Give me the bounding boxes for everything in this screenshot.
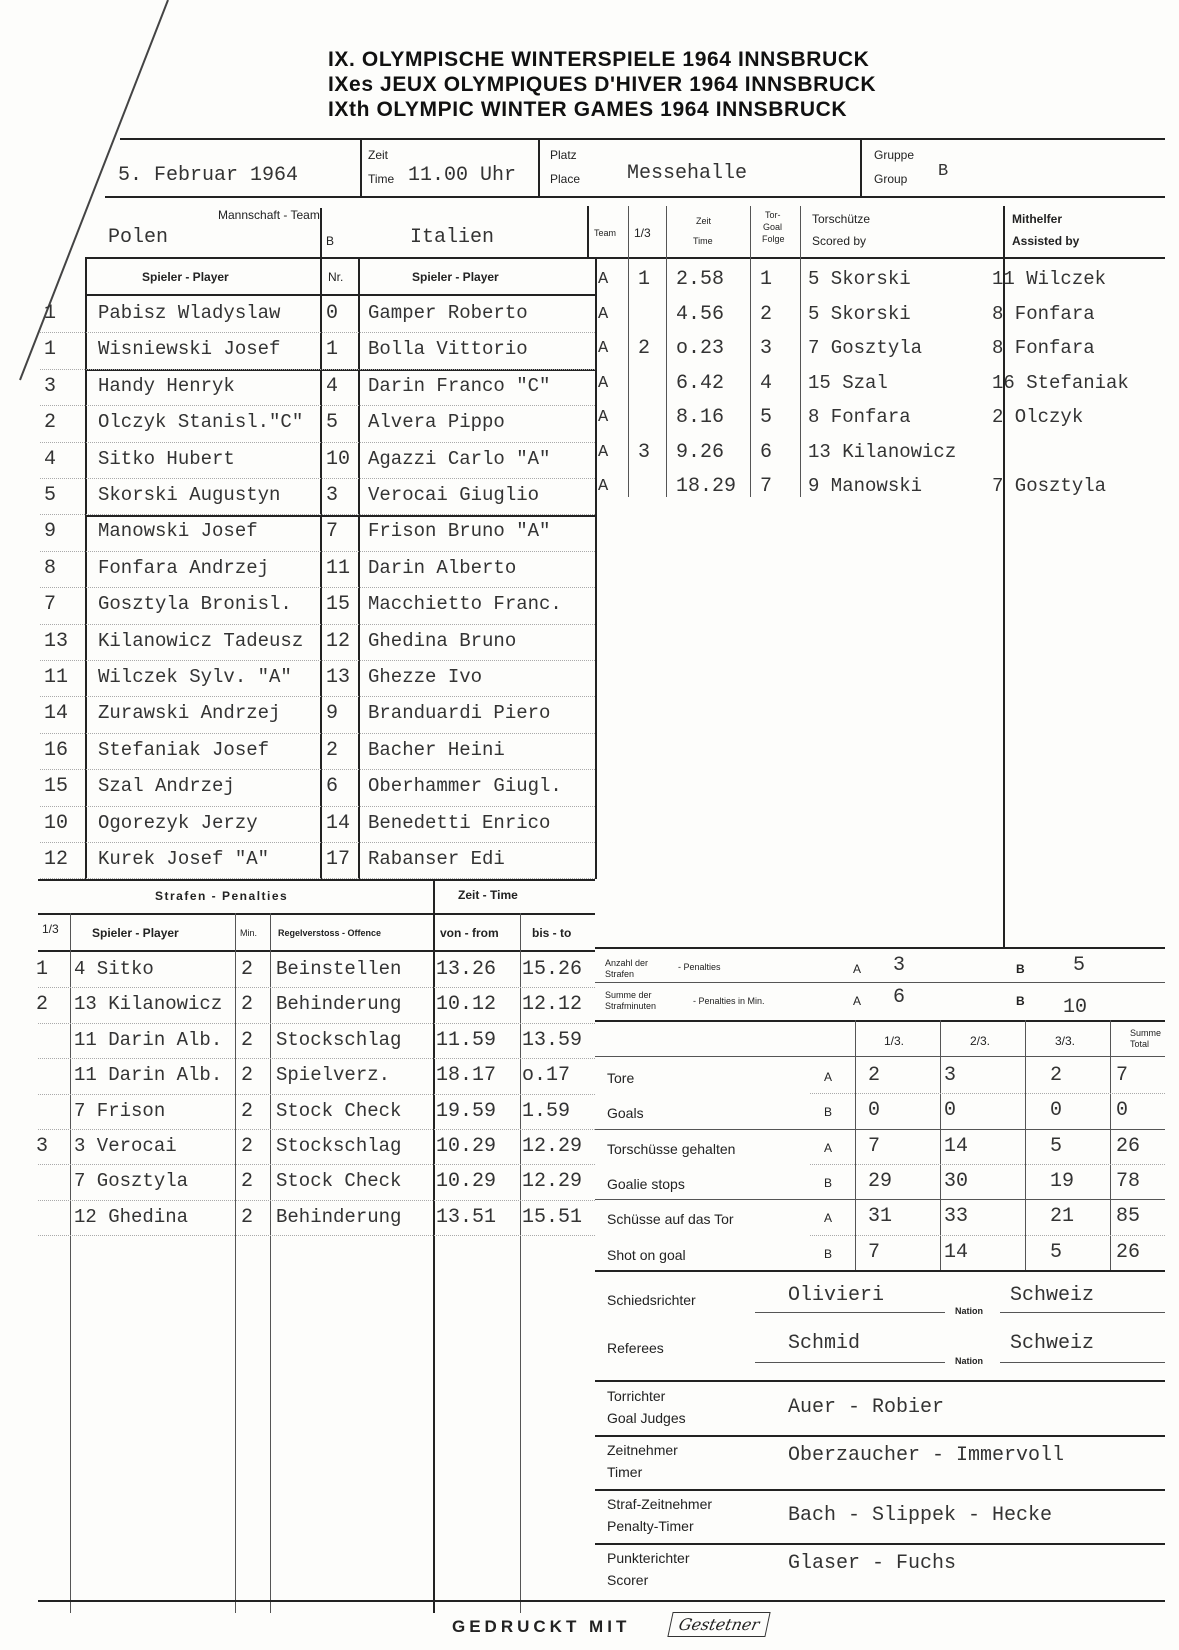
roster-num-a: 1 — [44, 302, 57, 325]
stats-p2-col: 2/3. — [970, 1034, 991, 1048]
zeit-label: Zeit — [368, 148, 389, 162]
roster-row-line — [40, 842, 595, 843]
goal-time: o.23 — [676, 337, 725, 360]
roster-row-line — [40, 769, 595, 770]
footer-logo: Gestetner — [667, 1612, 771, 1637]
goal-time: 6.42 — [676, 371, 725, 395]
roster-row-line — [40, 369, 595, 370]
goal-assist: 11 Wilczek — [992, 268, 1107, 290]
goal-seq: 3 — [760, 337, 773, 360]
goal-judges: Auer - Robier — [788, 1396, 945, 1419]
penalty-from: 13.51 — [436, 1205, 497, 1229]
roster-num-b: 14 — [326, 811, 351, 835]
roster-num-b: 13 — [326, 666, 351, 689]
roster-num-a: 10 — [44, 811, 69, 835]
roster-num-a: 4 — [44, 447, 57, 471]
penalty-to: 12.29 — [522, 1170, 583, 1194]
roster-num-b: 2 — [326, 738, 339, 762]
pen-count-a: 3 — [893, 954, 906, 977]
roster-player-b: Alvera Pippo — [368, 411, 505, 434]
roster-row-line — [40, 442, 595, 443]
roster-num-b: 4 — [326, 374, 339, 398]
goal-assist: 16 Stefaniak — [992, 371, 1129, 394]
roster-num-b: 6 — [326, 775, 339, 799]
penalty-from: 18.17 — [436, 1064, 497, 1088]
referee-1: Olivieri — [788, 1284, 885, 1307]
roster-player-b: Macchietto Franc. — [368, 593, 562, 616]
goal-team: A — [598, 339, 609, 358]
stats-p1: 7 — [868, 1134, 881, 1158]
penalty-min: 2 — [241, 1135, 254, 1158]
stats-p1: 29 — [868, 1169, 893, 1193]
goals-goal-col: Goal — [763, 222, 783, 232]
goal-judges-label-en: Goal Judges — [607, 1410, 686, 1426]
title-en: IXth OLYMPIC WINTER GAMES 1964 INNSBRUCK — [328, 98, 848, 121]
penalty-to: 12.12 — [522, 993, 583, 1017]
scorer-label-de: Punkterichter — [607, 1550, 690, 1566]
stats-total: 7 — [1116, 1064, 1129, 1087]
goals-team-col: Team — [594, 228, 617, 238]
penalty-player: 3 Verocai — [74, 1135, 177, 1157]
penalty-period: 2 — [36, 993, 49, 1017]
timer: Oberzaucher - Immervoll — [788, 1444, 1065, 1467]
referee-1-nation: Schweiz — [1010, 1284, 1095, 1307]
goal-team: A — [598, 373, 609, 393]
match-time: 11.00 Uhr — [408, 164, 517, 187]
roster-player-a: Wilczek Sylv. "A" — [98, 666, 292, 688]
stats-total: 26 — [1116, 1240, 1141, 1264]
roster-player-b-col: Spieler - Player — [412, 270, 499, 284]
title-fr: IXes JEUX OLYMPIQUES D'HIVER 1964 INNSBRUCK — [328, 73, 877, 96]
pen-count-label-en: - Penalties — [678, 962, 721, 972]
stats-group-line — [595, 1129, 1165, 1130]
title-de: IX. OLYMPISCHE WINTERSPIELE 1964 INNSBRUCK — [328, 48, 870, 71]
stats-total: 0 — [1116, 1099, 1129, 1123]
roster-player-a: Ogorezyk Jerzy — [98, 811, 258, 834]
stats-p1-col: 1/3. — [884, 1034, 905, 1048]
goal-scorer: 13 Kilanowicz — [808, 440, 957, 463]
roster-row-line — [40, 514, 595, 515]
pen-sum-b: 10 — [1063, 996, 1088, 1019]
stats-p3: 5 — [1050, 1134, 1063, 1158]
penalty-from: 11.59 — [436, 1028, 497, 1052]
roster-num-b: 7 — [326, 520, 339, 544]
roster-player-b: Darin Alberto — [368, 556, 517, 579]
roster-num-a: 11 — [44, 666, 69, 689]
goal-time: 9.26 — [676, 440, 725, 464]
stats-total: 26 — [1116, 1134, 1141, 1158]
penalty-row-line — [38, 1235, 595, 1236]
roster-player-a: Olczyk Stanisl."C" — [98, 411, 304, 434]
roster-player-b: Bacher Heini — [368, 738, 505, 761]
roster-row-line — [40, 624, 595, 625]
nation-label-1: Nation — [955, 1306, 983, 1316]
gruppe-label: Gruppe — [874, 148, 915, 162]
penalty-period: 1 — [36, 958, 49, 981]
stats-p2: 3 — [944, 1064, 957, 1087]
goal-seq: 1 — [760, 268, 773, 291]
roster-num-a: 16 — [44, 738, 69, 762]
roster-player-a: Manowski Josef — [98, 520, 258, 543]
scorer-de-col: Torschütze — [812, 212, 871, 226]
penalty-offence: Behinderung — [276, 993, 402, 1016]
roster-num-a: 13 — [44, 629, 69, 653]
roster-num-a: 12 — [44, 848, 69, 871]
team-b-marker: B — [326, 234, 335, 248]
penalty-from: 10.29 — [436, 1170, 497, 1194]
scorer: Glaser - Fuchs — [788, 1552, 957, 1575]
roster-player-b: Branduardi Piero — [368, 702, 551, 725]
stats-p3: 5 — [1050, 1240, 1063, 1264]
stats-team: A — [824, 1211, 833, 1226]
goal-team: A — [598, 304, 609, 324]
roster-player-b: Benedetti Enrico — [368, 811, 551, 834]
stats-p2: 30 — [944, 1169, 969, 1193]
penalty-timer: Bach - Slippek - Hecke — [788, 1504, 1053, 1527]
pen-count-a-label: A — [853, 962, 862, 976]
goal-assist: 8 Fonfara — [992, 337, 1095, 359]
stats-label: Goalie stops — [607, 1175, 685, 1192]
roster-num-a: 1 — [44, 338, 57, 362]
goal-seq: 6 — [760, 440, 773, 464]
roster-row-line — [40, 806, 595, 807]
roster-num-a: 9 — [44, 520, 57, 544]
penalty-offence: Behinderung — [276, 1205, 402, 1228]
goal-team: A — [598, 477, 609, 496]
stats-label: Schüsse auf das Tor — [607, 1211, 734, 1228]
roster-num-a: 5 — [44, 484, 57, 507]
roster-player-b: Oberhammer Giugl. — [368, 775, 562, 798]
referee-2: Schmid — [788, 1332, 861, 1355]
assist-de-col: Mithelfer — [1012, 212, 1063, 226]
roster-row-line — [40, 551, 595, 552]
stats-total: 78 — [1116, 1169, 1141, 1193]
roster-player-a: Kilanowicz Tadeusz — [98, 629, 304, 652]
stats-p3-col: 3/3. — [1055, 1034, 1076, 1048]
stats-label: Torschüsse gehalten — [607, 1140, 736, 1157]
pen-sum-a: 6 — [893, 986, 906, 1009]
roster-player-b: Verocai Giuglio — [368, 484, 540, 506]
penalty-min: 2 — [241, 993, 254, 1017]
referee-2-nation: Schweiz — [1010, 1332, 1095, 1355]
stats-team: B — [824, 1105, 833, 1120]
roster-player-a: Fonfara Andrzej — [98, 556, 270, 579]
roster-player-b: Darin Franco "C" — [368, 374, 551, 397]
goals-tor-col: Tor- — [765, 210, 781, 220]
pen-min-col: Min. — [240, 928, 258, 938]
penalty-to: 1.59 — [522, 1099, 571, 1123]
penalty-timer-label-de: Straf-Zeitnehmer — [607, 1496, 713, 1512]
stats-label: Tore — [607, 1070, 635, 1086]
pen-period-col: 1/3 — [42, 922, 59, 936]
penalty-min: 2 — [241, 1099, 254, 1123]
roster-player-a-col: Spieler - Player — [142, 270, 229, 284]
goal-team: A — [598, 408, 609, 427]
roster-num-b: 12 — [326, 629, 351, 653]
goals-folge-col: Folge — [762, 234, 785, 244]
stats-p3: 21 — [1050, 1205, 1075, 1229]
referee-label-en: Referees — [607, 1340, 664, 1356]
pen-player-col: Spieler - Player — [92, 926, 179, 940]
group-label: Group — [874, 172, 908, 186]
stats-row-line — [810, 1235, 1165, 1236]
roster-num-a: 14 — [44, 702, 69, 726]
stats-row-line — [810, 1093, 1165, 1094]
timer-label-de: Zeitnehmer — [607, 1442, 678, 1458]
goals-period-col: 1/3 — [634, 226, 651, 240]
roster-player-a: Handy Henryk — [98, 374, 235, 397]
scorer-en-col: Scored by — [812, 234, 867, 248]
roster-player-a: Szal Andrzej — [98, 775, 235, 798]
goal-period: 1 — [638, 268, 651, 291]
stats-label: Shot on goal — [607, 1246, 686, 1263]
stats-p3: 19 — [1050, 1169, 1075, 1193]
referee-label-de: Schiedsrichter — [607, 1292, 696, 1308]
platz-label: Platz — [550, 148, 577, 162]
stats-group-line — [595, 1199, 1165, 1200]
roster-player-b: Frison Bruno "A" — [368, 520, 551, 543]
time-label: Time — [368, 172, 395, 186]
penalty-player: 7 Gosztyla — [74, 1170, 189, 1193]
assist-en-col: Assisted by — [1012, 234, 1080, 248]
stats-total: 85 — [1116, 1205, 1141, 1229]
roster-row-line — [40, 733, 595, 734]
stats-total-col: Summe Total — [1130, 1028, 1162, 1049]
penalty-offence: Spielverz. — [276, 1064, 391, 1087]
goals-time-col: Time — [693, 236, 713, 246]
goals-zeit-col: Zeit — [696, 216, 712, 226]
roster-player-a: Wisniewski Josef — [98, 338, 281, 361]
pen-sum-a-label: A — [853, 994, 862, 1008]
roster-num-a: 8 — [44, 556, 57, 580]
goal-scorer: 7 Gosztyla — [808, 337, 923, 359]
stats-p1: 31 — [868, 1205, 893, 1229]
roster-player-a: Gosztyla Bronisl. — [98, 593, 292, 616]
penalty-min: 2 — [241, 1064, 254, 1088]
penalties-zeit-time: Zeit - Time — [458, 888, 518, 902]
penalty-row-line — [38, 1164, 595, 1165]
penalty-offence: Stockschlag — [276, 1135, 402, 1157]
penalty-player: 12 Ghedina — [74, 1205, 189, 1228]
pen-sum-b-label: B — [1016, 994, 1025, 1008]
roster-num-a: 2 — [44, 411, 57, 435]
penalty-offence: Stock Check — [276, 1170, 402, 1193]
penalty-player: 11 Darin Alb. — [74, 1028, 223, 1051]
goal-period: 3 — [638, 440, 651, 464]
penalty-row-line — [38, 1058, 595, 1059]
penalty-from: 10.29 — [436, 1135, 497, 1158]
goal-judges-label-de: Torrichter — [607, 1388, 666, 1404]
penalty-player: 13 Kilanowicz — [74, 993, 223, 1016]
penalty-player: 11 Darin Alb. — [74, 1064, 223, 1087]
roster-player-a: Pabisz Wladyslaw — [98, 302, 281, 324]
goal-seq: 4 — [760, 371, 773, 395]
goal-period: 2 — [638, 337, 651, 360]
goal-time: 4.56 — [676, 302, 725, 326]
roster-player-b: Ghezze Ivo — [368, 666, 483, 688]
stats-team: B — [824, 1246, 833, 1261]
roster-row-line — [40, 478, 595, 479]
stats-p1: 0 — [868, 1099, 881, 1123]
penalty-period: 3 — [36, 1135, 49, 1158]
goal-scorer: 5 Skorski — [808, 268, 911, 290]
roster-player-a: Stefaniak Josef — [98, 738, 270, 761]
roster-num-b: 10 — [326, 447, 351, 471]
stats-p1: 2 — [868, 1064, 881, 1087]
footer-printed: GEDRUCKT MIT — [452, 1617, 631, 1636]
roster-row-line — [40, 332, 595, 333]
match-date: 5. Februar 1964 — [118, 164, 299, 187]
roster-num-a: 15 — [44, 775, 69, 799]
goal-seq: 5 — [760, 406, 773, 429]
goal-assist: 2 Olczyk — [992, 406, 1084, 428]
penalty-to: 13.59 — [522, 1028, 583, 1052]
goal-assist: 7 Gosztyla — [992, 475, 1107, 497]
stats-team: A — [824, 1140, 833, 1155]
stats-row-line — [810, 1164, 1165, 1165]
roster-player-a: Sitko Hubert — [98, 447, 235, 470]
roster-num-b: 15 — [326, 593, 351, 617]
roster-player-b: Ghedina Bruno — [368, 629, 517, 652]
stats-p1: 7 — [868, 1240, 881, 1264]
roster-player-b: Agazzi Carlo "A" — [368, 447, 551, 470]
penalty-to: 15.51 — [522, 1205, 583, 1229]
penalty-row-line — [38, 1094, 595, 1095]
goal-time: 8.16 — [676, 406, 725, 429]
goal-scorer: 9 Manowski — [808, 475, 923, 497]
pen-from-col: von - from — [440, 926, 499, 940]
penalties-title: Strafen - Penalties — [155, 889, 289, 903]
roster-row-line — [40, 696, 595, 697]
penalty-row-line — [38, 1200, 595, 1201]
roster-num-a: 3 — [44, 374, 57, 398]
penalty-to: 12.29 — [522, 1135, 583, 1158]
stats-p3: 2 — [1050, 1064, 1063, 1087]
stats-team: B — [824, 1175, 833, 1190]
penalty-to: o.17 — [522, 1064, 571, 1088]
penalty-player: 4 Sitko — [74, 958, 154, 980]
penalty-row-line — [38, 987, 595, 988]
nation-label-2: Nation — [955, 1356, 983, 1366]
pen-sum-label-de: Summe der Strafminuten — [605, 990, 657, 1011]
penalty-min: 2 — [241, 1170, 254, 1194]
goal-seq: 7 — [760, 475, 773, 498]
roster-player-b: Rabanser Edi — [368, 848, 505, 870]
roster-num-a: 7 — [44, 593, 57, 617]
roster-num-b: 17 — [326, 848, 351, 871]
teams-label: Mannschaft - Team — [218, 208, 320, 222]
roster-player-a: Zurawski Andrzej — [98, 702, 281, 725]
match-group: B — [938, 162, 949, 181]
roster-num-b: 0 — [326, 302, 339, 325]
penalty-row-line — [38, 1023, 595, 1024]
penalty-to: 15.26 — [522, 958, 583, 981]
pen-count-label-de: Anzahl der Strafen — [605, 958, 649, 979]
pen-count-b-label: B — [1016, 962, 1025, 976]
roster-row-line — [40, 587, 595, 588]
roster-num-b: 9 — [326, 702, 339, 726]
timer-label-en: Timer — [607, 1464, 643, 1480]
roster-row-line — [40, 405, 595, 406]
goal-time: 18.29 — [676, 475, 737, 498]
goal-seq: 2 — [760, 302, 773, 326]
pen-to-col: bis - to — [532, 926, 572, 940]
penalty-min: 2 — [241, 1028, 254, 1052]
scorer-label-en: Scorer — [607, 1572, 649, 1588]
penalty-row-line — [38, 1129, 595, 1130]
pen-offence-col: Regelverstoss - Offence — [278, 928, 382, 938]
stats-p2: 14 — [944, 1240, 969, 1264]
stats-label: Goals — [607, 1105, 644, 1122]
pen-sum-label-en: - Penalties in Min. — [693, 996, 765, 1006]
penalty-timer-label-en: Penalty-Timer — [607, 1518, 694, 1534]
penalty-offence: Beinstellen — [276, 958, 402, 980]
goal-assist: 8 Fonfara — [992, 302, 1095, 325]
roster-player-a: Skorski Augustyn — [98, 484, 281, 506]
penalty-player: 7 Frison — [74, 1099, 166, 1122]
roster-player-b: Gamper Roberto — [368, 302, 528, 324]
roster-row-line — [40, 660, 595, 661]
goal-scorer: 5 Skorski — [808, 302, 911, 325]
penalty-from: 10.12 — [436, 993, 497, 1017]
stats-team: A — [824, 1070, 833, 1084]
place-label: Place — [550, 172, 581, 186]
stats-p3: 0 — [1050, 1099, 1063, 1123]
stats-p2: 33 — [944, 1205, 969, 1229]
penalty-offence: Stockschlag — [276, 1028, 402, 1051]
roster-player-b: Bolla Vittorio — [368, 338, 528, 361]
team-b-name: Italien — [410, 226, 495, 249]
goal-scorer: 8 Fonfara — [808, 406, 911, 428]
roster-num-b: 1 — [326, 338, 339, 362]
penalty-from: 19.59 — [436, 1099, 497, 1123]
penalty-offence: Stock Check — [276, 1099, 402, 1122]
team-a-name: Polen — [108, 226, 169, 249]
match-place: Messehalle — [627, 162, 748, 185]
roster-num-b: 5 — [326, 411, 339, 435]
roster-nr-col: Nr. — [328, 270, 344, 284]
goal-team: A — [598, 442, 609, 462]
goal-time: 2.58 — [676, 268, 725, 291]
pen-count-b: 5 — [1073, 954, 1086, 977]
roster-num-b: 11 — [326, 556, 351, 580]
penalty-min: 2 — [241, 1205, 254, 1229]
roster-player-a: Kurek Josef "A" — [98, 848, 270, 870]
penalty-min: 2 — [241, 958, 254, 981]
goal-team: A — [598, 270, 609, 289]
goal-scorer: 15 Szal — [808, 371, 888, 394]
stats-p2: 0 — [944, 1099, 957, 1123]
roster-num-b: 3 — [326, 484, 339, 507]
penalty-from: 13.26 — [436, 958, 497, 981]
stats-p2: 14 — [944, 1134, 969, 1158]
